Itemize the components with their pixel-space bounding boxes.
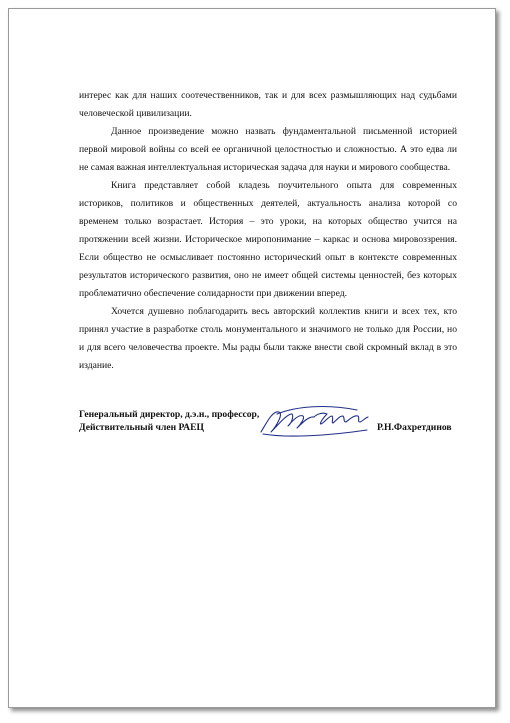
letter-body: [79, 87, 457, 375]
signatory-title-line-2: Действительный член РАЕЦ: [79, 422, 204, 433]
document-page: [8, 8, 496, 708]
signatory-title-line-1: Генеральный директор, д.э.н., профессор,: [79, 409, 260, 420]
signatory-title: [79, 408, 259, 434]
paragraph-3: Книга представляет собой кладезь поучительного опыта для современных историков, политиков и общественных деятелей, актуальность анализа которой со временем только возрастает. История – это уроки, на которых общество учится на протяжении всей жизни. Историческое миропонимание – каркас и основа мировоззрения. Если общество не осмысливает постоянно исторический опыт в контексте современных результатов исторического развития, оно не имеет общей системы ценностей, без которых проблематично обеспечение солидарности при движении вперед.: [79, 180, 457, 299]
paragraph-1: интерес как для наших соотечественников, так и для всех размышляющих над судьбами человеческой цивилизации.: [79, 90, 457, 119]
handwritten-signature: [257, 402, 373, 442]
paragraph-2: Данное произведение можно назвать фундаментальной письменной историей первой мировой войны со всей ее органичной целостностью и сложностью. А это едва ли не самая важная интеллектуальная историческая задача для науки и мирового сообщества.: [79, 126, 457, 173]
signature-block: [79, 408, 469, 448]
signatory-name: Р.Н.Фахретдинов: [377, 422, 452, 433]
paragraph-4: Хочется душевно поблагодарить весь авторский коллектив книги и всех тех, кто принял участие в разработке столь монументального и значимого не только для России, но и для всего человечества проекте. Мы рады были также внести свой скромный вклад в это издание.: [79, 306, 457, 371]
